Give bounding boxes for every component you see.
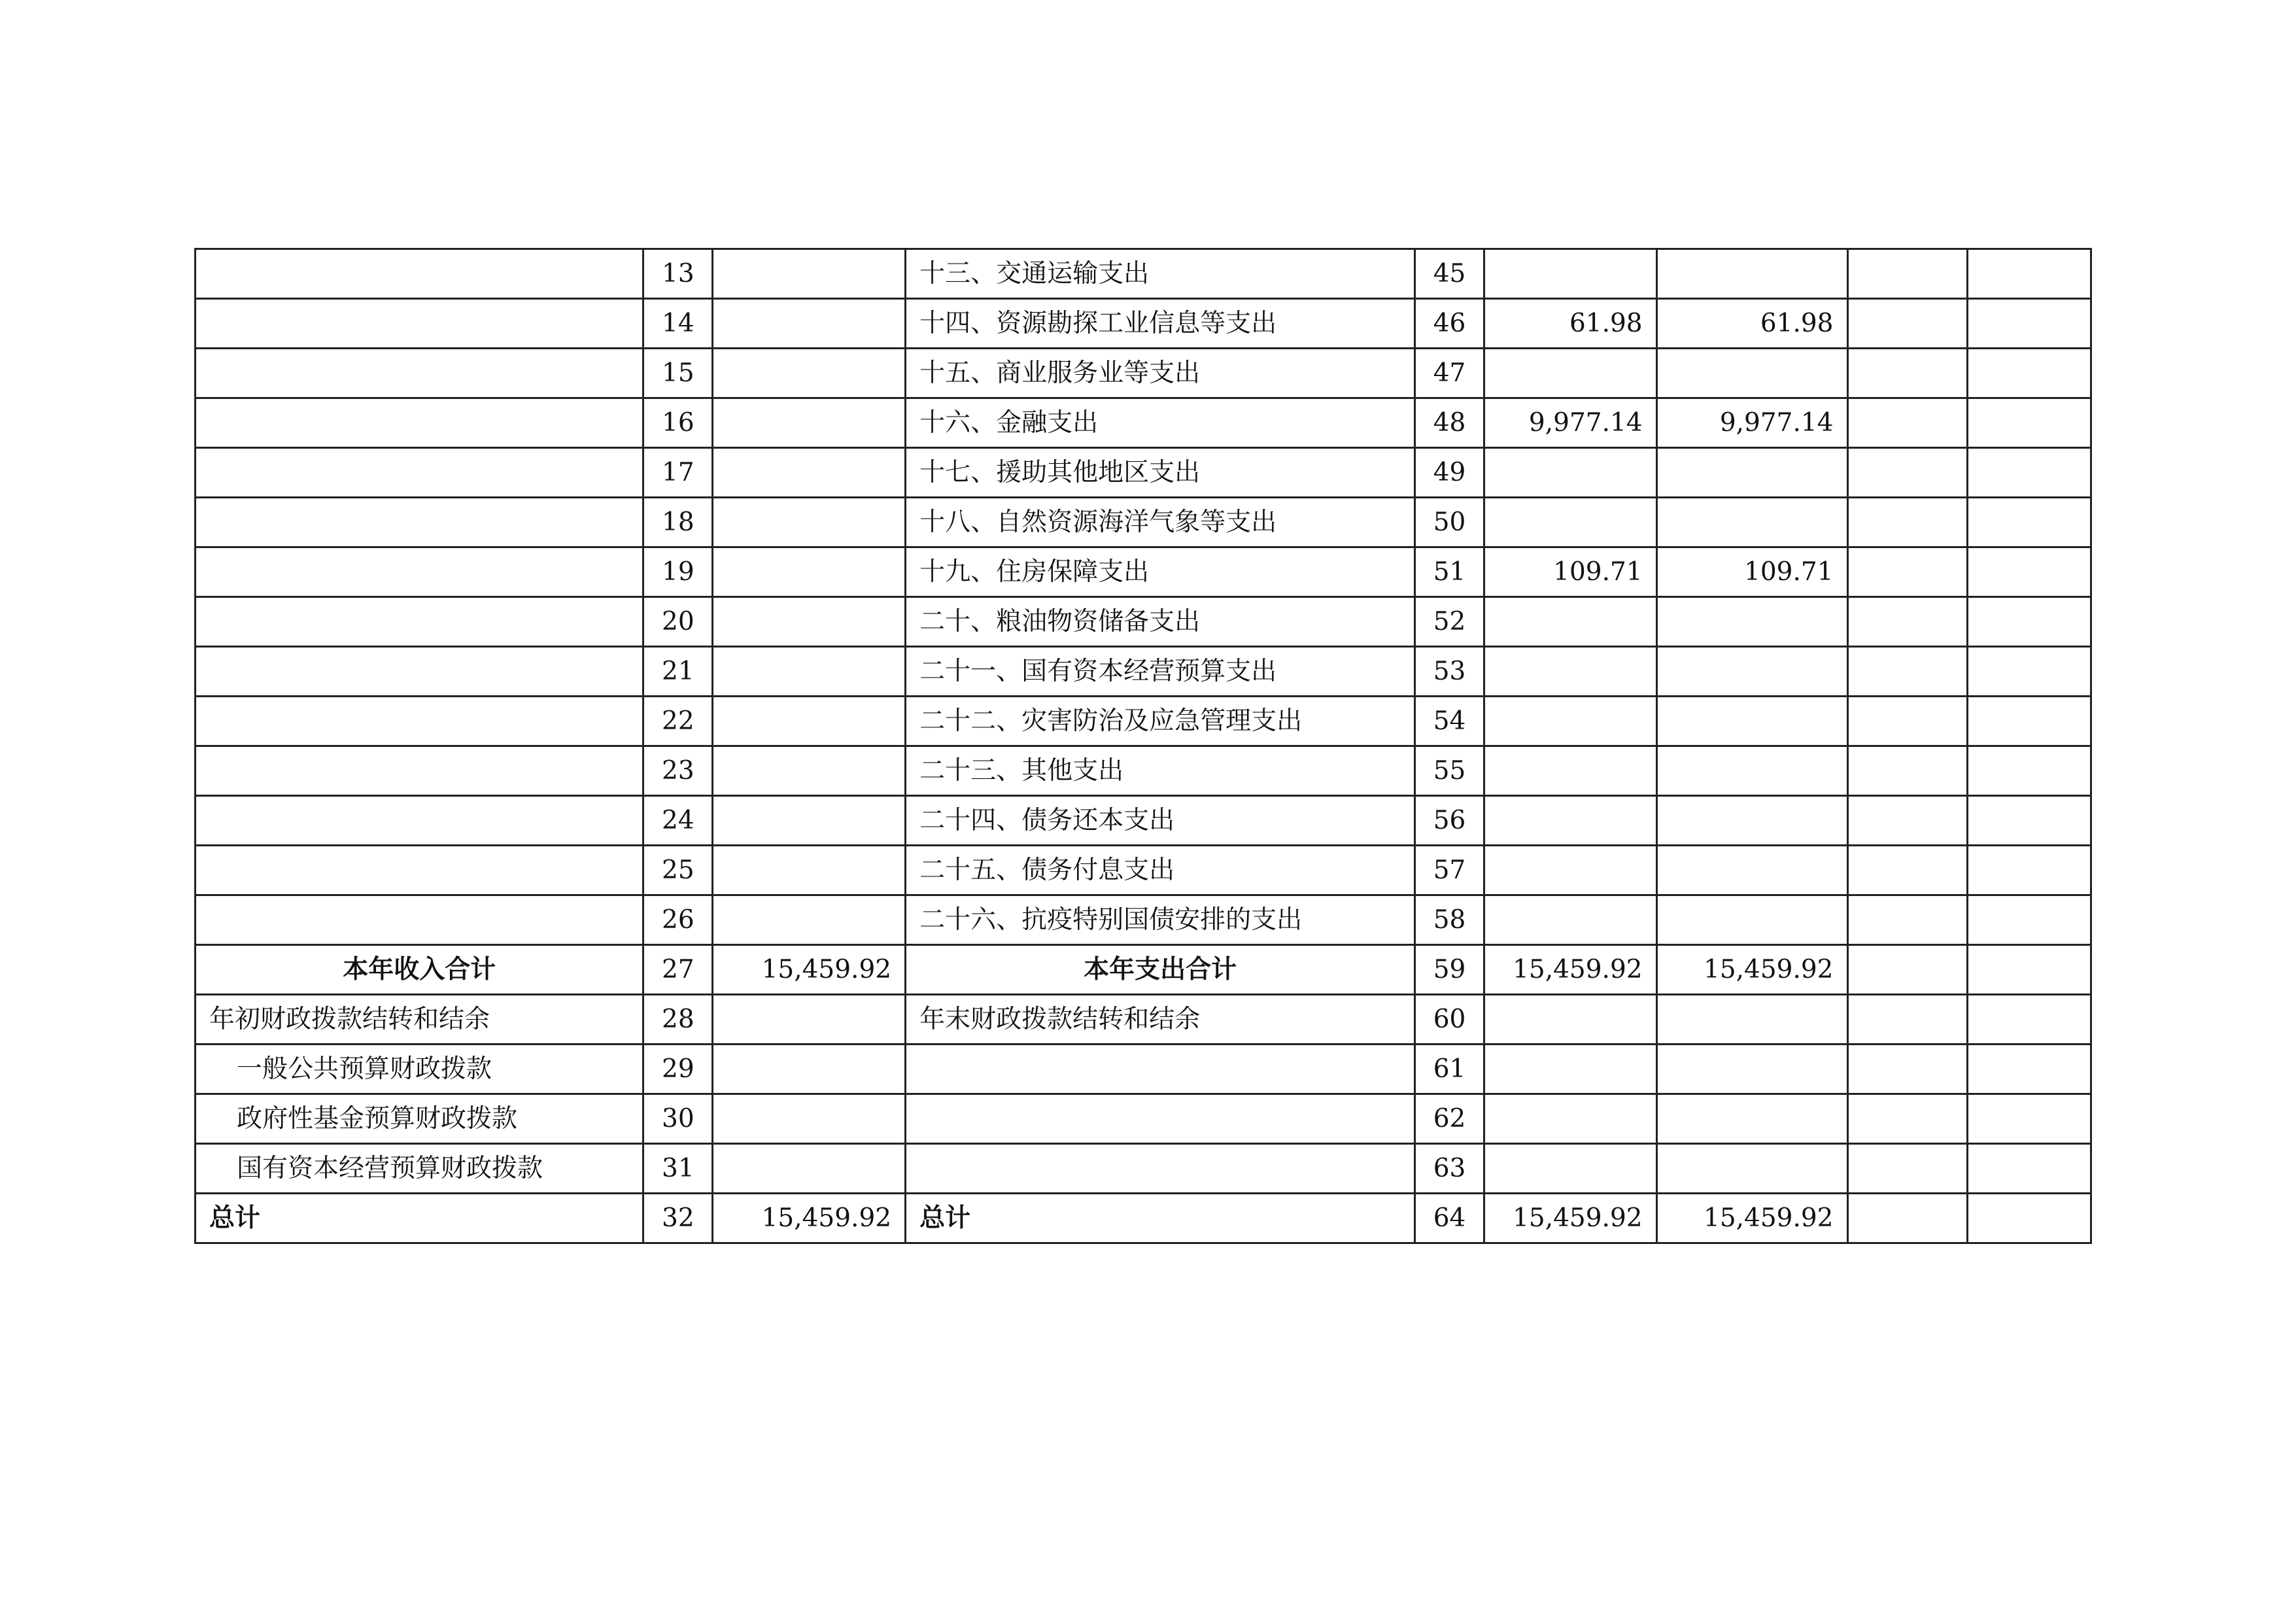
budget-table bbox=[194, 248, 2092, 1244]
expense-grand-general-amount: 15,459.92 bbox=[1656, 1194, 1847, 1243]
income-amount bbox=[713, 448, 906, 498]
expense-line-no: 53 bbox=[1415, 647, 1484, 697]
expense-capital-budget-amount bbox=[1967, 1094, 2091, 1144]
expense-total-amount bbox=[1484, 995, 1656, 1045]
expense-capital-budget-amount bbox=[1967, 597, 2091, 647]
income-subtotal-amount: 15,459.92 bbox=[713, 945, 906, 995]
expense-line-no: 48 bbox=[1415, 398, 1484, 448]
expense-general-budget-amount bbox=[1656, 498, 1847, 547]
expense-total-amount bbox=[1484, 249, 1656, 299]
income-item-cell bbox=[196, 448, 643, 498]
expense-item-cell: 二十三、其他支出 bbox=[906, 746, 1415, 796]
expense-item-cell: 十五、商业服务业等支出 bbox=[906, 349, 1415, 398]
table-row bbox=[196, 398, 2091, 448]
expense-item-cell: 十三、交通运输支出 bbox=[906, 249, 1415, 299]
expense-fund-budget-amount bbox=[1847, 1144, 1967, 1194]
table-row bbox=[196, 299, 2091, 349]
income-amount bbox=[713, 547, 906, 597]
expense-capital-budget-amount bbox=[1967, 796, 2091, 846]
expense-line-no: 49 bbox=[1415, 448, 1484, 498]
table-row bbox=[196, 597, 2091, 647]
carryover-row bbox=[196, 1045, 2091, 1094]
income-line-no: 14 bbox=[643, 299, 713, 349]
expense-item-cell bbox=[906, 1094, 1415, 1144]
expense-item-cell: 二十、粮油物资储备支出 bbox=[906, 597, 1415, 647]
carryover-row bbox=[196, 1094, 2091, 1144]
expense-fund-budget-amount bbox=[1847, 1094, 1967, 1144]
income-amount bbox=[713, 647, 906, 697]
expense-item-cell: 二十六、抗疫特别国债安排的支出 bbox=[906, 895, 1415, 945]
table-row bbox=[196, 746, 2091, 796]
income-total-amount: 15,459.92 bbox=[713, 1194, 906, 1243]
income-item-cell bbox=[196, 647, 643, 697]
expense-fund-budget-amount bbox=[1847, 796, 1967, 846]
table-row bbox=[196, 647, 2091, 697]
expense-total-amount bbox=[1484, 597, 1656, 647]
expense-subtotal-general-amount: 15,459.92 bbox=[1656, 945, 1847, 995]
income-amount bbox=[713, 299, 906, 349]
expense-fund-budget-amount bbox=[1847, 746, 1967, 796]
income-item-cell bbox=[196, 299, 643, 349]
income-amount bbox=[713, 697, 906, 746]
income-amount bbox=[713, 846, 906, 895]
expense-fund-budget-amount bbox=[1847, 249, 1967, 299]
income-amount bbox=[713, 249, 906, 299]
income-item-cell bbox=[196, 796, 643, 846]
expense-item-cell: 二十五、债务付息支出 bbox=[906, 846, 1415, 895]
expense-line-no: 64 bbox=[1415, 1194, 1484, 1243]
expense-fund-budget-amount bbox=[1847, 697, 1967, 746]
expense-item-cell: 二十二、灾害防治及应急管理支出 bbox=[906, 697, 1415, 746]
income-line-no: 27 bbox=[643, 945, 713, 995]
expense-capital-budget-amount bbox=[1967, 349, 2091, 398]
carryover-row bbox=[196, 1144, 2091, 1194]
income-item-cell: 政府性基金预算财政拨款 bbox=[196, 1094, 643, 1144]
income-amount bbox=[713, 498, 906, 547]
expense-total-amount bbox=[1484, 1144, 1656, 1194]
expense-fund-budget-amount bbox=[1847, 1045, 1967, 1094]
income-item-cell bbox=[196, 249, 643, 299]
expense-total-amount bbox=[1484, 846, 1656, 895]
expense-line-no: 54 bbox=[1415, 697, 1484, 746]
income-line-no: 31 bbox=[643, 1144, 713, 1194]
expense-capital-budget-amount bbox=[1967, 1144, 2091, 1194]
expense-subtotal-label: 本年支出合计 bbox=[906, 945, 1415, 995]
income-amount bbox=[713, 746, 906, 796]
expense-item-cell: 二十四、债务还本支出 bbox=[906, 796, 1415, 846]
expense-general-budget-amount bbox=[1656, 448, 1847, 498]
expense-grand-fund-amount bbox=[1847, 1194, 1967, 1243]
expense-total-amount bbox=[1484, 1094, 1656, 1144]
income-amount bbox=[713, 1094, 906, 1144]
expense-general-budget-amount bbox=[1656, 647, 1847, 697]
expense-general-budget-amount bbox=[1656, 697, 1847, 746]
table-row bbox=[196, 796, 2091, 846]
expense-line-no: 62 bbox=[1415, 1094, 1484, 1144]
income-amount bbox=[713, 1045, 906, 1094]
expense-item-cell: 十九、住房保障支出 bbox=[906, 547, 1415, 597]
table-row bbox=[196, 448, 2091, 498]
expense-capital-budget-amount bbox=[1967, 448, 2091, 498]
expense-general-budget-amount bbox=[1656, 796, 1847, 846]
table-row bbox=[196, 249, 2091, 299]
income-item-cell bbox=[196, 349, 643, 398]
income-line-no: 23 bbox=[643, 746, 713, 796]
income-total-label: 总计 bbox=[196, 1194, 643, 1243]
income-line-no: 21 bbox=[643, 647, 713, 697]
expense-total-amount bbox=[1484, 746, 1656, 796]
expense-capital-budget-amount bbox=[1967, 895, 2091, 945]
income-line-no: 18 bbox=[643, 498, 713, 547]
expense-subtotal-amount: 15,459.92 bbox=[1484, 945, 1656, 995]
expense-capital-budget-amount bbox=[1967, 498, 2091, 547]
expense-total-amount bbox=[1484, 895, 1656, 945]
income-item-cell bbox=[196, 597, 643, 647]
expense-line-no: 60 bbox=[1415, 995, 1484, 1045]
expense-line-no: 45 bbox=[1415, 249, 1484, 299]
expense-line-no: 63 bbox=[1415, 1144, 1484, 1194]
expense-total-label: 总计 bbox=[906, 1194, 1415, 1243]
expense-fund-budget-amount bbox=[1847, 349, 1967, 398]
income-amount bbox=[713, 895, 906, 945]
expense-item-cell: 二十一、国有资本经营预算支出 bbox=[906, 647, 1415, 697]
expense-line-no: 59 bbox=[1415, 945, 1484, 995]
expense-total-amount bbox=[1484, 1045, 1656, 1094]
income-line-no: 22 bbox=[643, 697, 713, 746]
table-row bbox=[196, 547, 2091, 597]
expense-line-no: 61 bbox=[1415, 1045, 1484, 1094]
income-amount bbox=[713, 995, 906, 1045]
expense-grand-total-amount: 15,459.92 bbox=[1484, 1194, 1656, 1243]
expense-capital-budget-amount bbox=[1967, 299, 2091, 349]
expense-total-amount bbox=[1484, 647, 1656, 697]
income-amount bbox=[713, 398, 906, 448]
income-item-cell bbox=[196, 895, 643, 945]
table-row bbox=[196, 697, 2091, 746]
expense-item-cell: 十六、金融支出 bbox=[906, 398, 1415, 448]
expense-general-budget-amount bbox=[1656, 995, 1847, 1045]
income-line-no: 16 bbox=[643, 398, 713, 448]
expense-item-cell: 年末财政拨款结转和结余 bbox=[906, 995, 1415, 1045]
income-item-cell bbox=[196, 846, 643, 895]
expense-total-amount bbox=[1484, 349, 1656, 398]
expense-fund-budget-amount bbox=[1847, 299, 1967, 349]
income-subtotal-label: 本年收入合计 bbox=[196, 945, 643, 995]
expense-capital-budget-amount bbox=[1967, 995, 2091, 1045]
expense-general-budget-amount: 9,977.14 bbox=[1656, 398, 1847, 448]
income-line-no: 20 bbox=[643, 597, 713, 647]
expense-general-budget-amount bbox=[1656, 746, 1847, 796]
expense-line-no: 58 bbox=[1415, 895, 1484, 945]
income-amount bbox=[713, 796, 906, 846]
expense-capital-budget-amount bbox=[1967, 547, 2091, 597]
expense-item-cell: 十四、资源勘探工业信息等支出 bbox=[906, 299, 1415, 349]
expense-general-budget-amount: 61.98 bbox=[1656, 299, 1847, 349]
expense-capital-budget-amount bbox=[1967, 1045, 2091, 1094]
table-row bbox=[196, 895, 2091, 945]
expense-line-no: 55 bbox=[1415, 746, 1484, 796]
expense-total-amount: 9,977.14 bbox=[1484, 398, 1656, 448]
expense-total-amount bbox=[1484, 448, 1656, 498]
expense-general-budget-amount bbox=[1656, 597, 1847, 647]
expense-fund-budget-amount bbox=[1847, 398, 1967, 448]
income-line-no: 13 bbox=[643, 249, 713, 299]
expense-item-cell: 十八、自然资源海洋气象等支出 bbox=[906, 498, 1415, 547]
income-amount bbox=[713, 349, 906, 398]
income-item-cell: 年初财政拨款结转和结余 bbox=[196, 995, 643, 1045]
expense-line-no: 50 bbox=[1415, 498, 1484, 547]
income-line-no: 32 bbox=[643, 1194, 713, 1243]
expense-fund-budget-amount bbox=[1847, 597, 1967, 647]
expense-total-amount bbox=[1484, 498, 1656, 547]
expense-fund-budget-amount bbox=[1847, 448, 1967, 498]
income-line-no: 26 bbox=[643, 895, 713, 945]
income-item-cell: 国有资本经营预算财政拨款 bbox=[196, 1144, 643, 1194]
expense-fund-budget-amount bbox=[1847, 995, 1967, 1045]
expense-line-no: 52 bbox=[1415, 597, 1484, 647]
income-item-cell bbox=[196, 398, 643, 448]
expense-general-budget-amount bbox=[1656, 1144, 1847, 1194]
carryover-row bbox=[196, 995, 2091, 1045]
expense-fund-budget-amount bbox=[1847, 895, 1967, 945]
expense-general-budget-amount bbox=[1656, 1094, 1847, 1144]
expense-line-no: 56 bbox=[1415, 796, 1484, 846]
income-amount bbox=[713, 1144, 906, 1194]
expense-line-no: 57 bbox=[1415, 846, 1484, 895]
expense-subtotal-fund-amount bbox=[1847, 945, 1967, 995]
expense-capital-budget-amount bbox=[1967, 697, 2091, 746]
income-line-no: 15 bbox=[643, 349, 713, 398]
expense-total-amount: 61.98 bbox=[1484, 299, 1656, 349]
expense-total-amount bbox=[1484, 796, 1656, 846]
expense-general-budget-amount: 109.71 bbox=[1656, 547, 1847, 597]
table-row bbox=[196, 846, 2091, 895]
subtotal-row bbox=[196, 945, 2091, 995]
expense-line-no: 46 bbox=[1415, 299, 1484, 349]
income-item-cell: 一般公共预算财政拨款 bbox=[196, 1045, 643, 1094]
expense-subtotal-capital-amount bbox=[1967, 945, 2091, 995]
total-row bbox=[196, 1194, 2091, 1243]
expense-fund-budget-amount bbox=[1847, 846, 1967, 895]
income-item-cell bbox=[196, 498, 643, 547]
expense-capital-budget-amount bbox=[1967, 647, 2091, 697]
expense-line-no: 51 bbox=[1415, 547, 1484, 597]
expense-item-cell bbox=[906, 1144, 1415, 1194]
income-item-cell bbox=[196, 746, 643, 796]
expense-fund-budget-amount bbox=[1847, 647, 1967, 697]
income-item-cell bbox=[196, 547, 643, 597]
income-line-no: 29 bbox=[643, 1045, 713, 1094]
expense-capital-budget-amount bbox=[1967, 746, 2091, 796]
expense-general-budget-amount bbox=[1656, 895, 1847, 945]
expense-line-no: 47 bbox=[1415, 349, 1484, 398]
expense-capital-budget-amount bbox=[1967, 249, 2091, 299]
income-item-cell bbox=[196, 697, 643, 746]
expense-total-amount bbox=[1484, 697, 1656, 746]
income-line-no: 25 bbox=[643, 846, 713, 895]
expense-grand-capital-amount bbox=[1967, 1194, 2091, 1243]
income-line-no: 17 bbox=[643, 448, 713, 498]
expense-capital-budget-amount bbox=[1967, 846, 2091, 895]
income-line-no: 24 bbox=[643, 796, 713, 846]
expense-capital-budget-amount bbox=[1967, 398, 2091, 448]
expense-item-cell: 十七、援助其他地区支出 bbox=[906, 448, 1415, 498]
expense-general-budget-amount bbox=[1656, 846, 1847, 895]
expense-general-budget-amount bbox=[1656, 1045, 1847, 1094]
table-row bbox=[196, 349, 2091, 398]
expense-fund-budget-amount bbox=[1847, 498, 1967, 547]
income-line-no: 28 bbox=[643, 995, 713, 1045]
income-line-no: 30 bbox=[643, 1094, 713, 1144]
expense-general-budget-amount bbox=[1656, 349, 1847, 398]
expense-fund-budget-amount bbox=[1847, 547, 1967, 597]
expense-total-amount: 109.71 bbox=[1484, 547, 1656, 597]
income-line-no: 19 bbox=[643, 547, 713, 597]
expense-general-budget-amount bbox=[1656, 249, 1847, 299]
expense-item-cell bbox=[906, 1045, 1415, 1094]
income-amount bbox=[713, 597, 906, 647]
table-row bbox=[196, 498, 2091, 547]
